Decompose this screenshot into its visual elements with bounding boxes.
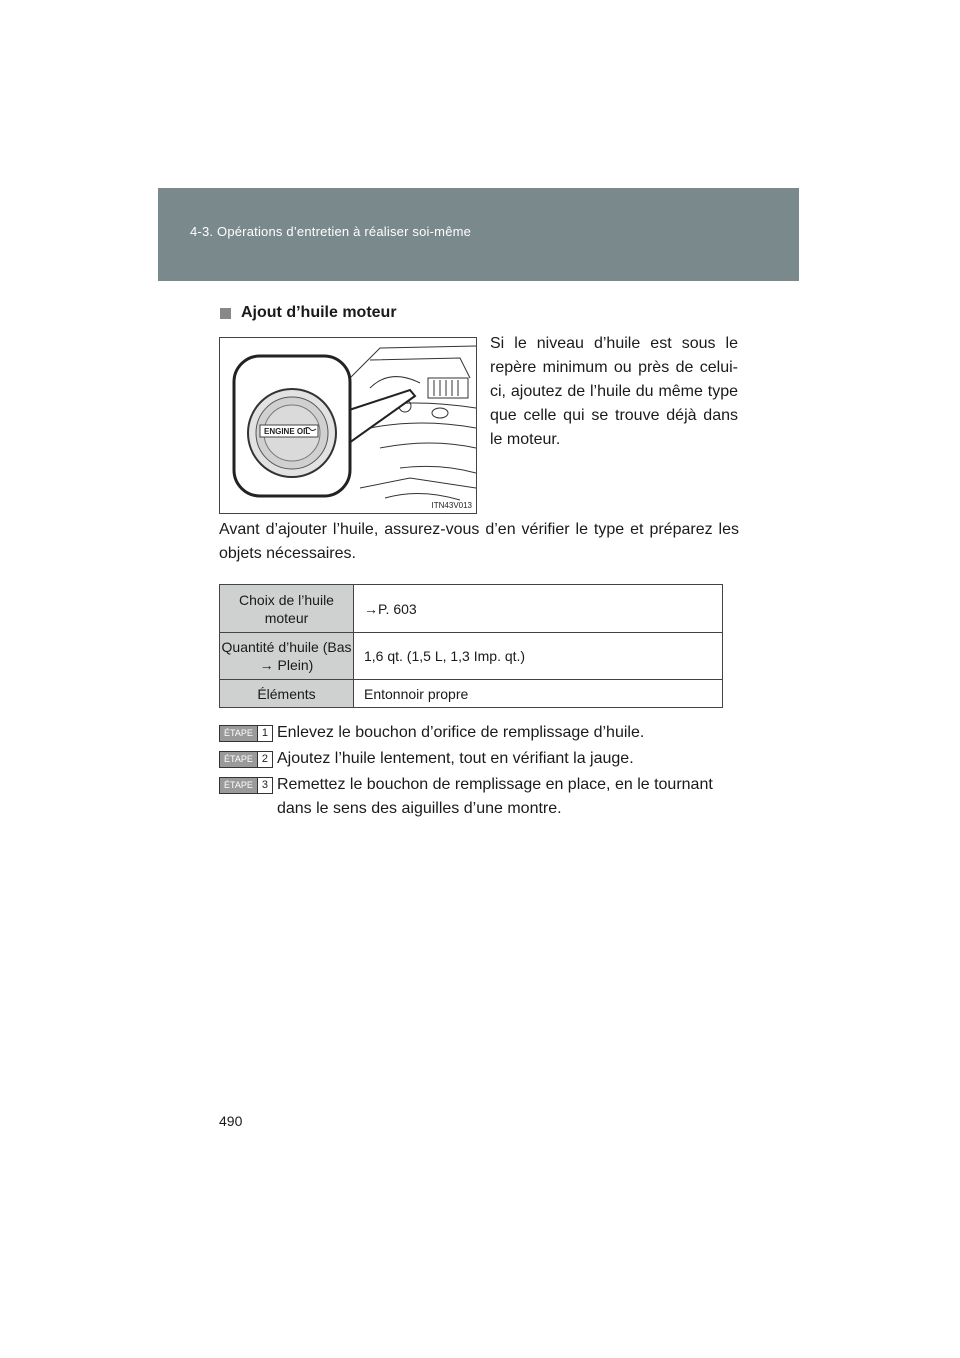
heading-square-icon	[220, 308, 231, 319]
engine-illustration-svg	[220, 338, 476, 513]
step-text: Enlevez le bouchon d’orifice de remplissage d’huile.	[276, 724, 645, 741]
step-badge: ÉTAPE 2	[219, 751, 273, 768]
table-row	[220, 680, 723, 708]
step-item	[219, 747, 739, 771]
step-text: Ajoutez l’huile lentement, tout en vérifiant la jauge.	[276, 750, 634, 767]
step-item	[219, 773, 739, 821]
table-value: 1,6 qt. (1,5 L, 1,3 Imp. qt.)	[354, 633, 723, 680]
step-text: Remettez le bouchon de remplissage en place, en le tournant dans le sens des aiguilles d’une montre.	[276, 776, 713, 817]
table-row	[220, 633, 723, 680]
engine-oil-cap-illustration	[219, 337, 477, 514]
section-title: 4-3. Opérations d’entretien à réaliser soi-même	[190, 224, 472, 239]
intro-paragraph: Avant d’ajouter l’huile, assurez-vous d’en vérifier le type et préparez les objets nécessaires.	[219, 521, 739, 562]
step-badge: ÉTAPE 3	[219, 777, 273, 794]
section-heading	[220, 304, 397, 322]
page-number: 490	[219, 1113, 243, 1129]
figure-code: ITN43V013	[431, 501, 472, 510]
steps-list	[219, 721, 739, 821]
heading-text: Ajout d’huile moteur	[241, 304, 397, 321]
table-value: Entonnoir propre	[354, 680, 723, 708]
side-paragraph: Si le niveau d’huile est sous le repère minimum ou près de celui-ci, ajoutez de l’huile du même type que celle qui se trouve déjà dans le moteur.	[490, 335, 738, 448]
step-badge: ÉTAPE 1	[219, 725, 273, 742]
oil-spec-table	[219, 584, 723, 708]
table-row	[220, 585, 723, 633]
header-band	[158, 188, 799, 281]
cap-label-text: ENGINE OIL	[264, 427, 311, 436]
step-item	[219, 721, 739, 745]
table-value: →P. 603	[354, 585, 723, 633]
table-label: Quantité d’huile (Bas → Plein)	[220, 633, 354, 680]
table-label: Choix de l’huile moteur	[220, 585, 354, 633]
table-label: Éléments	[220, 680, 354, 708]
